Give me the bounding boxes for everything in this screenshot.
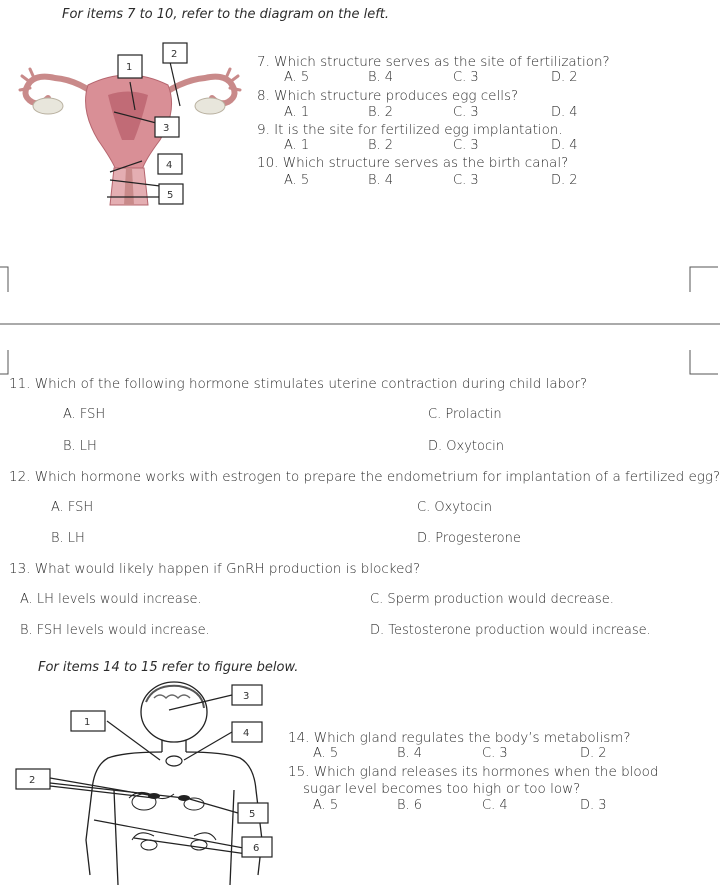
q14-stem: 14. Which gland regulates the body’s metabolism? [288,730,631,746]
q14-option-a[interactable]: A. 5 [313,746,339,761]
instruction-items-7-10: For items 7 to 10, refer to the diagram on the left. [62,7,390,22]
q13-option-a[interactable]: A. LH levels would increase. [20,592,202,607]
q15-option-a[interactable]: A. 5 [313,798,339,813]
q9-option-d[interactable]: D. 4 [551,138,578,153]
q7-option-b[interactable]: B. 4 [368,70,394,85]
q11-option-a[interactable]: A. FSH [63,407,106,422]
q10-option-a[interactable]: A. 5 [284,173,310,188]
q14-option-d[interactable]: D. 2 [580,746,607,761]
label-4: 4 [166,160,173,171]
q15-stem-line1: 15. Which gland releases its hormones when the blood [288,764,659,780]
q8-option-d[interactable]: D. 4 [551,105,578,120]
e-label-5: 5 [249,809,256,820]
q11-option-c[interactable]: C. Prolactin [428,407,502,422]
q15-option-b[interactable]: B. 6 [397,798,423,813]
q9-option-b[interactable]: B. 2 [368,138,394,153]
q7-option-c[interactable]: C. 3 [453,70,479,85]
q8-option-b[interactable]: B. 2 [368,105,394,120]
label-1: 1 [126,62,133,73]
q15-option-d[interactable]: D. 3 [580,798,607,813]
q14-option-c[interactable]: C. 3 [482,746,508,761]
q12-stem: 12. Which hormone works with estrogen to prepare the endometrium for implantation of a fertilized egg? [9,469,720,485]
q10-stem: 10. Which structure serves as the birth canal? [257,155,569,171]
q9-option-c[interactable]: C. 3 [453,138,479,153]
q15-option-c[interactable]: C. 4 [482,798,508,813]
q13-option-d[interactable]: D. Testosterone production would increase. [370,623,651,638]
q11-option-d[interactable]: D. Oxytocin [428,439,504,454]
q8-option-c[interactable]: C. 3 [453,105,479,120]
q12-option-b[interactable]: B. LH [51,531,85,546]
q8-stem: 8. Which structure produces egg cells? [257,88,519,104]
q13-option-b[interactable]: B. FSH levels would increase. [20,623,210,638]
q7-option-a[interactable]: A. 5 [284,70,310,85]
q10-option-b[interactable]: B. 4 [368,173,394,188]
body-outline-illustration [86,682,262,885]
q9-stem: 9. It is the site for fertilized egg implantation. [257,122,563,138]
q7-stem: 7. Which structure serves as the site of fertilization? [257,54,610,70]
q14-option-b[interactable]: B. 4 [397,746,423,761]
q13-stem: 13. What would likely happen if GnRH production is blocked? [9,561,421,577]
q7-option-d[interactable]: D. 2 [551,70,578,85]
q12-option-c[interactable]: C. Oxytocin [417,500,493,515]
q9-option-a[interactable]: A. 1 [284,138,310,153]
e-label-2: 2 [29,775,36,786]
e-label-1: 1 [84,717,91,728]
label-2: 2 [171,49,178,60]
label-3: 3 [163,123,170,134]
q11-option-b[interactable]: B. LH [63,439,97,454]
q11-stem: 11. Which of the following hormone stimulates uterine contraction during child labor? [9,376,588,392]
label-5: 5 [167,190,174,201]
reproductive-system-diagram [10,40,255,210]
q15-stem-line2: sugar level becomes too high or too low? [303,781,581,797]
q10-option-d[interactable]: D. 2 [551,173,578,188]
q10-option-c[interactable]: C. 3 [453,173,479,188]
instruction-items-14-15: For items 14 to 15 refer to figure below. [38,660,299,675]
q12-option-a[interactable]: A. FSH [51,500,94,515]
e-label-6: 6 [253,843,260,854]
q12-option-d[interactable]: D. Progesterone [417,531,521,546]
q13-option-c[interactable]: C. Sperm production would decrease. [370,592,614,607]
q8-option-a[interactable]: A. 1 [284,105,310,120]
e-label-3: 3 [243,691,250,702]
page-break-marks [0,250,720,380]
endocrine-system-diagram [14,680,284,885]
reproductive-illustration [20,69,240,205]
e-label-4: 4 [243,728,250,739]
